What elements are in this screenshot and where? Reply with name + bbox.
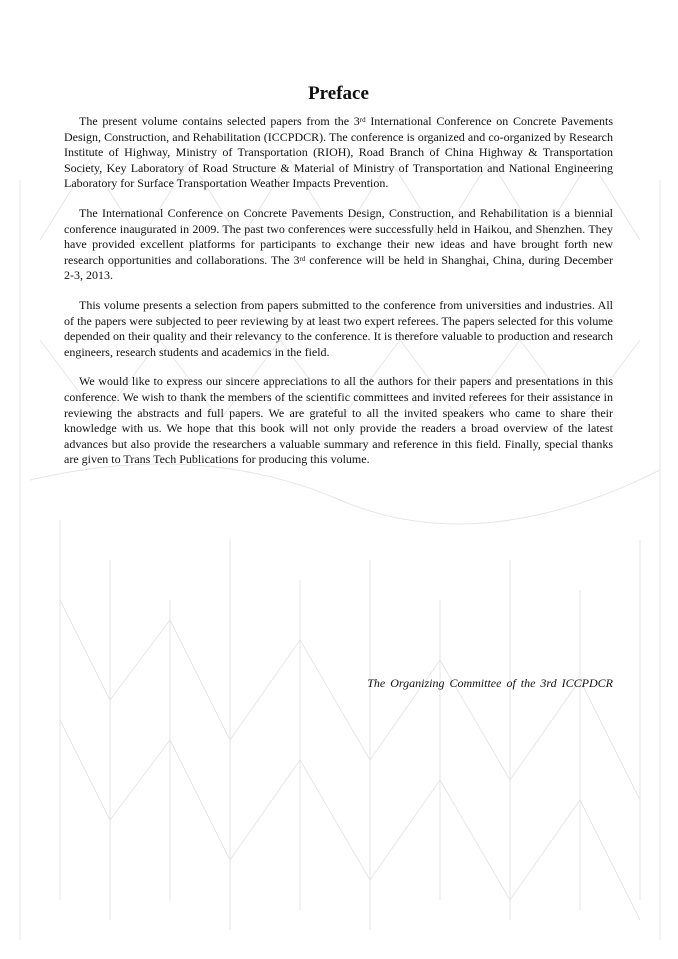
paragraph-1: The present volume contains selected papers from the 3rd International Conference on Concrete Pavements Design, Construction, and Rehabilitation (ICCPDCR). The conference is organized and co-organized by Research Institute of Highway, Ministry of Transportation (RIOH), Road Branch of China Highway & Transportation Society, Key Laboratory of Road Structure & Material of Ministry of Transportation and National Engineering Laboratory for Surface Transportation Weather Impacts Prevention. <box>64 114 613 191</box>
ordinal-suffix: rd <box>359 116 366 124</box>
signature: The Organizing Committee of the 3rd ICCPDCR <box>367 676 613 690</box>
page-title: Preface <box>308 83 369 104</box>
preface-content <box>64 82 613 482</box>
paragraph-3: This volume presents a selection from papers submitted to the conference from universities and industries. All of the papers were subjected to peer reviewing by at least two expert referees. The papers selected for this volume depended on their quality and their relevancy to the conference. It is therefore valuable to production and research engineers, research students and academics in the field. <box>64 297 613 359</box>
paragraph-2: The International Conference on Concrete Pavements Design, Construction, and Rehabilitation is a biennial conference inaugurated in 2009. The past two conferences were successfully held in Haikou, and Shenzhen. They have provided excellent platforms for participants to exchange their new ideas and have brought forth new research opportunities and collaborations. The 3rd conference will be held in Shanghai, China, during December 2-3, 2013. <box>64 205 613 283</box>
ordinal-suffix: rd <box>299 254 306 263</box>
paragraph-4: We would like to express our sincere appreciations to all the authors for their papers and presentations in this conference. We wish to thank the members of the scientific committees and invited referees for their assistance in reviewing the abstracts and full papers. We are grateful to all the invited speakers who came to share their knowledge with us. We hope that this book will not only provide the readers a broad overview of the latest advances but also provide the researchers a valuable summary and reference in this field. Finally, special thanks are given to Trans Tech Publications for producing this volume. <box>64 374 613 467</box>
